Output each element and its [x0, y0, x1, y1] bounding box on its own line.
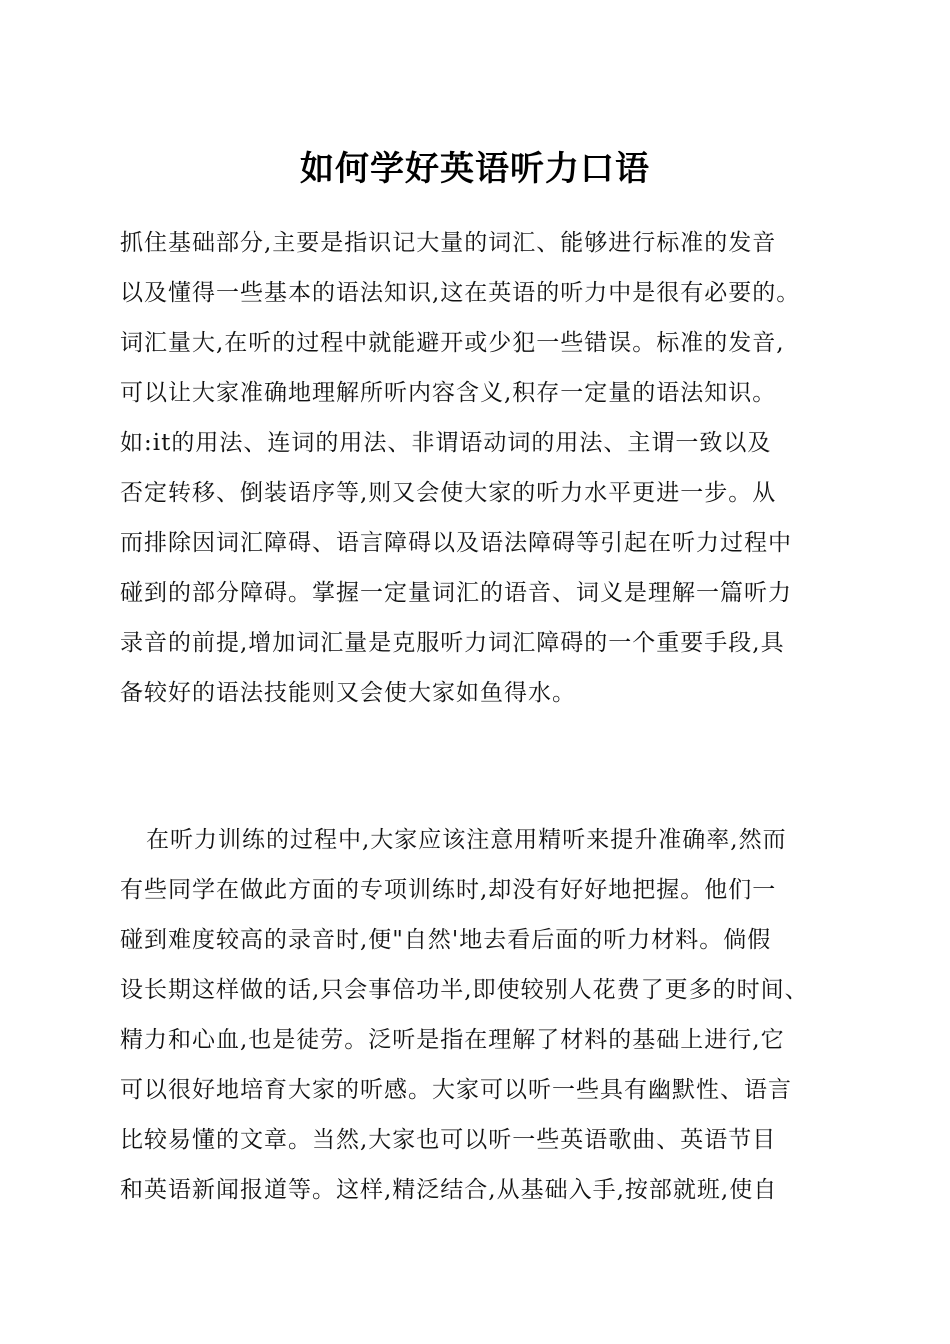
- paragraph-line: 可以让大家准确地理解所听内容含义,积存一定量的语法知识。: [120, 380, 777, 406]
- paragraph-basics: [120, 218, 840, 718]
- paragraph-line: 在听力训练的过程中,大家应该注意用精听来提升准确率,然而: [146, 827, 787, 853]
- paragraph-line: 以及懂得一些基本的语法知识,这在英语的听力中是很有必要的。: [120, 280, 801, 306]
- paragraph-line: 录音的前提,增加词汇量是克服听力词汇障碍的一个重要手段,具: [120, 630, 785, 656]
- document-title: 如何学好英语听力口语: [300, 149, 650, 189]
- paragraph-line: 可以很好地培育大家的听感。大家可以听一些具有幽默性、语言: [120, 1077, 792, 1103]
- paragraph-line: 如:it的用法、连词的用法、非谓语动词的用法、主谓一致以及: [120, 430, 772, 456]
- paragraph-line: 否定转移、倒装语序等,则又会使大家的听力水平更进一步。从: [120, 480, 777, 506]
- paragraph-line: 有些同学在做此方面的专项训练时,却没有好好地把握。他们一: [120, 877, 777, 903]
- paragraph-line: 碰到难度较高的录音时,便"自然'地去看后面的听力材料。倘假: [120, 927, 772, 953]
- paragraph-line: 词汇量大,在听的过程中就能避开或少犯一些错误。标准的发音,: [120, 330, 785, 356]
- paragraph-line: 抓住基础部分,主要是指识记大量的词汇、能够进行标准的发音: [120, 230, 777, 256]
- paragraph-listening-training: [120, 815, 840, 1215]
- paragraph-line: 比较易懂的文章。当然,大家也可以听一些英语歌曲、英语节目: [120, 1127, 777, 1153]
- paragraph-line: 而排除因词汇障碍、语言障碍以及语法障碍等引起在听力过程中: [120, 530, 792, 556]
- paragraph-line: 备较好的语法技能则又会使大家如鱼得水。: [120, 680, 576, 706]
- paragraph-line: 精力和心血,也是徒劳。泛听是指在理解了材料的基础上进行,它: [120, 1027, 785, 1053]
- paragraph-line: 和英语新闻报道等。这样,精泛结合,从基础入手,按部就班,使自: [120, 1177, 778, 1203]
- paragraph-line: 设长期这样做的话,只会事倍功半,即使较别人花费了更多的时间、: [120, 977, 809, 1003]
- paragraph-line: 碰到的部分障碍。掌握一定量词汇的语音、词义是理解一篇听力: [120, 580, 792, 606]
